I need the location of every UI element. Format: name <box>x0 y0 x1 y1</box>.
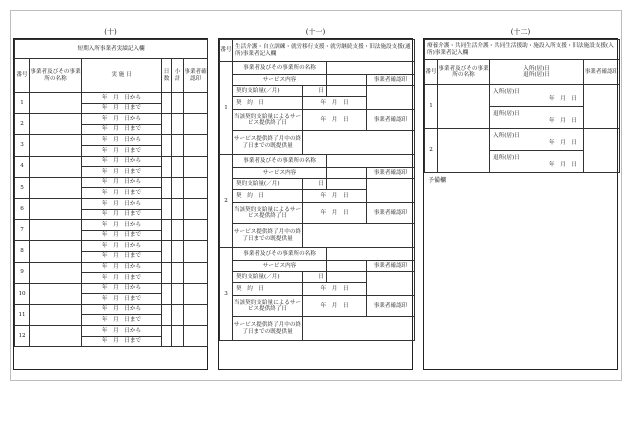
section-10-table <box>14 39 208 347</box>
section-12-panel <box>423 38 618 370</box>
admit-label: 入所(居)日 <box>493 89 520 96</box>
header-no: 番号 <box>15 59 30 93</box>
provider-cell <box>438 85 490 129</box>
end-date-value: 年 月 日 <box>303 203 367 224</box>
section-12-header-provider: 事業者及びその事業所の名称 <box>438 60 490 85</box>
days-cell <box>162 177 172 198</box>
table-row <box>15 262 208 273</box>
discharge-date <box>490 107 584 129</box>
service-value <box>327 168 367 179</box>
end-date-label: 当該契約支給量によるサービス提供終了日 <box>233 203 303 224</box>
contract-amount-spacer <box>327 179 367 190</box>
section-11-panel <box>218 38 413 370</box>
contract-date-value: 年 月 日 <box>303 283 367 296</box>
provider-cell <box>438 129 490 173</box>
end-stamp-label: 事業者確認印 <box>367 110 415 131</box>
provider-cell <box>30 304 82 325</box>
table-row <box>15 241 208 252</box>
days-cell <box>162 93 172 114</box>
from-date: 年 月 日から <box>82 177 162 188</box>
section-12-header-dates: 入所(居)日 退所(居)日 <box>490 60 584 85</box>
service-label: サービス内容 <box>233 75 327 86</box>
total-cell <box>172 135 184 156</box>
table-row <box>15 326 208 337</box>
service-label: サービス内容 <box>233 168 327 179</box>
provider-cell <box>30 177 82 198</box>
to-date: 年 月 日まで <box>82 209 162 220</box>
table-row <box>15 156 208 167</box>
provider-cell <box>30 114 82 135</box>
row-number: 4 <box>15 156 30 177</box>
header-provider: 事業者及びその事業所の名称 <box>30 59 82 93</box>
entry-row <box>220 155 415 168</box>
admit-date-value: 年 月 日 <box>549 139 577 146</box>
entry-row <box>220 224 415 248</box>
provider-label: 事業者及びその事業所の名称 <box>233 155 327 168</box>
section-12-title: 療養介護・共同生活介護・共同生活援助・施設入所支援・旧法施設支援(入所)事業者記入欄 <box>425 40 620 60</box>
entry-number: 1 <box>425 85 438 129</box>
provider-cell <box>30 220 82 241</box>
total-cell <box>172 304 184 325</box>
header-days: 日数 <box>162 59 172 93</box>
admit-label: 入所(居)日 <box>493 133 520 140</box>
contract-amount-spacer <box>327 272 367 283</box>
admit-date-value: 年 月 日 <box>549 95 577 102</box>
section-10-rows <box>15 93 208 347</box>
admit-date <box>490 85 584 107</box>
stamp-cell <box>184 135 208 156</box>
from-date: 年 月 日から <box>82 304 162 315</box>
entry-row <box>220 75 415 86</box>
section-12-table <box>424 39 620 173</box>
provider-cell <box>30 198 82 219</box>
total-cell <box>172 262 184 283</box>
total-cell <box>172 241 184 262</box>
entry-row <box>220 86 415 97</box>
to-date: 年 月 日まで <box>82 251 162 262</box>
from-date: 年 月 日から <box>82 93 162 104</box>
entry-number: 3 <box>220 248 233 341</box>
row-number: 3 <box>15 135 30 156</box>
end-stamp-label: 事業者確認印 <box>367 203 415 224</box>
entry-row <box>220 272 415 283</box>
stamp-cell <box>184 220 208 241</box>
stamp-cell <box>184 114 208 135</box>
row-number: 8 <box>15 241 30 262</box>
days-cell <box>162 262 172 283</box>
from-date: 年 月 日から <box>82 283 162 294</box>
table-row <box>15 304 208 315</box>
from-date: 年 月 日から <box>82 262 162 273</box>
provider-cell <box>30 93 82 114</box>
contract-amount-label: 契約支給量(／月) <box>233 272 303 283</box>
total-cell <box>172 93 184 114</box>
row-number: 9 <box>15 262 30 283</box>
end-date-value: 年 月 日 <box>303 110 367 131</box>
admit-date <box>490 129 584 151</box>
section-11-entries <box>220 62 415 341</box>
used-amount-value <box>303 317 415 341</box>
discharge-date <box>490 151 584 173</box>
from-date: 年 月 日から <box>82 326 162 337</box>
entry-number: 1 <box>220 62 233 155</box>
contract-amount-unit: 日 <box>303 179 327 190</box>
provider-cell <box>30 156 82 177</box>
days-cell <box>162 156 172 177</box>
entry-row <box>220 248 415 261</box>
table-row <box>15 93 208 104</box>
stamp-cell <box>184 326 208 347</box>
to-date: 年 月 日まで <box>82 336 162 347</box>
entry-row <box>220 296 415 317</box>
entry-row <box>425 129 620 151</box>
header-stamp: 事業者確認印 <box>184 59 208 93</box>
provider-value <box>327 155 415 168</box>
provider-value <box>327 248 415 261</box>
to-date: 年 月 日まで <box>82 273 162 284</box>
row-number: 7 <box>15 220 30 241</box>
to-date: 年 月 日まで <box>82 103 162 114</box>
from-date: 年 月 日から <box>82 114 162 125</box>
section-11-header-no: 番号 <box>220 40 233 62</box>
entry-row <box>220 131 415 155</box>
days-cell <box>162 198 172 219</box>
table-row <box>15 283 208 294</box>
total-cell <box>172 326 184 347</box>
entry-row <box>220 203 415 224</box>
from-date: 年 月 日から <box>82 135 162 146</box>
to-date: 年 月 日まで <box>82 124 162 135</box>
contract-amount-label: 契約支給量(／月) <box>233 86 303 97</box>
section-12-entries <box>425 85 620 173</box>
stamp-cell <box>184 93 208 114</box>
entry-row <box>220 110 415 131</box>
contract-date-label: 契 約 日 <box>233 97 303 110</box>
discharge-label: 退所(居)日 <box>493 155 520 162</box>
entry-number: 2 <box>425 129 438 173</box>
section-12-number: (十二) <box>510 28 531 36</box>
from-date: 年 月 日から <box>82 241 162 252</box>
discharge-date-value: 年 月 日 <box>549 117 577 124</box>
stamp-label: 事業者確認印 <box>367 261 415 272</box>
stamp-box <box>367 272 415 296</box>
section-10-number: (十) <box>104 28 117 36</box>
provider-label: 事業者及びその事業所の名称 <box>233 62 327 75</box>
provider-value <box>327 62 415 75</box>
service-label: サービス内容 <box>233 261 327 272</box>
days-cell <box>162 326 172 347</box>
entry-row <box>220 62 415 75</box>
provider-cell <box>30 241 82 262</box>
provider-cell <box>30 326 82 347</box>
row-number: 2 <box>15 114 30 135</box>
row-number: 11 <box>15 304 30 325</box>
days-cell <box>162 220 172 241</box>
end-date-value: 年 月 日 <box>303 296 367 317</box>
section-12-header-stamp: 事業者確認印 <box>584 60 620 85</box>
to-date: 年 月 日まで <box>82 315 162 326</box>
section-10-panel <box>13 38 208 370</box>
to-date: 年 月 日まで <box>82 230 162 241</box>
stamp-box <box>367 86 415 110</box>
stamp-cell <box>584 85 620 129</box>
table-row <box>15 198 208 209</box>
stamp-cell <box>184 198 208 219</box>
from-date: 年 月 日から <box>82 220 162 231</box>
entry-row <box>220 179 415 190</box>
table-row <box>15 114 208 125</box>
contract-amount-label: 契約支給量(／月) <box>233 179 303 190</box>
end-date-label: 当該契約支給量によるサービス提供終了日 <box>233 296 303 317</box>
stamp-label: 事業者確認印 <box>367 75 415 86</box>
service-value <box>327 75 367 86</box>
entry-row <box>220 317 415 341</box>
row-number: 12 <box>15 326 30 347</box>
row-number: 1 <box>15 93 30 114</box>
table-row <box>15 135 208 146</box>
provider-cell <box>30 283 82 304</box>
section-11-number: (十一) <box>305 28 326 36</box>
header-total: 小計 <box>172 59 184 93</box>
section-11-table <box>219 39 415 341</box>
total-cell <box>172 177 184 198</box>
stamp-cell <box>184 156 208 177</box>
provider-label: 事業者及びその事業所の名称 <box>233 248 327 261</box>
entry-row <box>220 168 415 179</box>
used-amount-label: サービス提供終了月中の終了日までの既提供量 <box>233 131 303 155</box>
total-cell <box>172 156 184 177</box>
end-date-label: 当該契約支給量によるサービス提供終了日 <box>233 110 303 131</box>
contract-amount-unit: 日 <box>303 272 327 283</box>
entry-row <box>425 85 620 107</box>
total-cell <box>172 283 184 304</box>
stamp-cell <box>584 129 620 173</box>
total-cell <box>172 220 184 241</box>
stamp-cell <box>184 304 208 325</box>
contract-date-label: 契 約 日 <box>233 190 303 203</box>
stamp-label: 事業者確認印 <box>367 168 415 179</box>
discharge-label: 退所(居)日 <box>493 111 520 118</box>
days-cell <box>162 135 172 156</box>
stamp-cell <box>184 283 208 304</box>
provider-cell <box>30 262 82 283</box>
stamp-cell <box>184 177 208 198</box>
stamp-cell <box>184 241 208 262</box>
total-cell <box>172 198 184 219</box>
to-date: 年 月 日まで <box>82 167 162 178</box>
used-amount-value <box>303 131 415 155</box>
table-row <box>15 177 208 188</box>
contract-date-value: 年 月 日 <box>303 97 367 110</box>
table-row <box>15 220 208 231</box>
entry-row <box>220 261 415 272</box>
contract-amount-unit: 日 <box>303 86 327 97</box>
contract-date-value: 年 月 日 <box>303 190 367 203</box>
section-10-title: 短期入所事業者実績記入欄 <box>15 40 208 59</box>
total-cell <box>172 114 184 135</box>
stamp-box <box>367 179 415 203</box>
provider-cell <box>30 135 82 156</box>
stamp-cell <box>184 262 208 283</box>
row-number: 5 <box>15 177 30 198</box>
entry-number: 2 <box>220 155 233 248</box>
row-number: 10 <box>15 283 30 304</box>
discharge-date-value: 年 月 日 <box>549 161 577 168</box>
days-cell <box>162 304 172 325</box>
section-12-header-no: 番号 <box>425 60 438 85</box>
contract-date-label: 契 約 日 <box>233 283 303 296</box>
section-12-remarks-label: 予備欄 <box>428 177 447 184</box>
used-amount-label: サービス提供終了月中の終了日までの既提供量 <box>233 224 303 248</box>
used-amount-value <box>303 224 415 248</box>
days-cell <box>162 241 172 262</box>
used-amount-label: サービス提供終了月中の終了日までの既提供量 <box>233 317 303 341</box>
from-date: 年 月 日から <box>82 198 162 209</box>
to-date: 年 月 日まで <box>82 145 162 156</box>
from-date: 年 月 日から <box>82 156 162 167</box>
to-date: 年 月 日まで <box>82 188 162 199</box>
days-cell <box>162 114 172 135</box>
row-number: 6 <box>15 198 30 219</box>
section-11-title: 生活介護・自立訓練・就労移行支援・就労継続支援・旧法施設支援(通所)事業者記入欄 <box>233 40 415 62</box>
contract-amount-spacer <box>327 86 367 97</box>
header-period: 実 施 日 <box>82 59 162 93</box>
service-value <box>327 261 367 272</box>
end-stamp-label: 事業者確認印 <box>367 296 415 317</box>
days-cell <box>162 283 172 304</box>
to-date: 年 月 日まで <box>82 294 162 305</box>
